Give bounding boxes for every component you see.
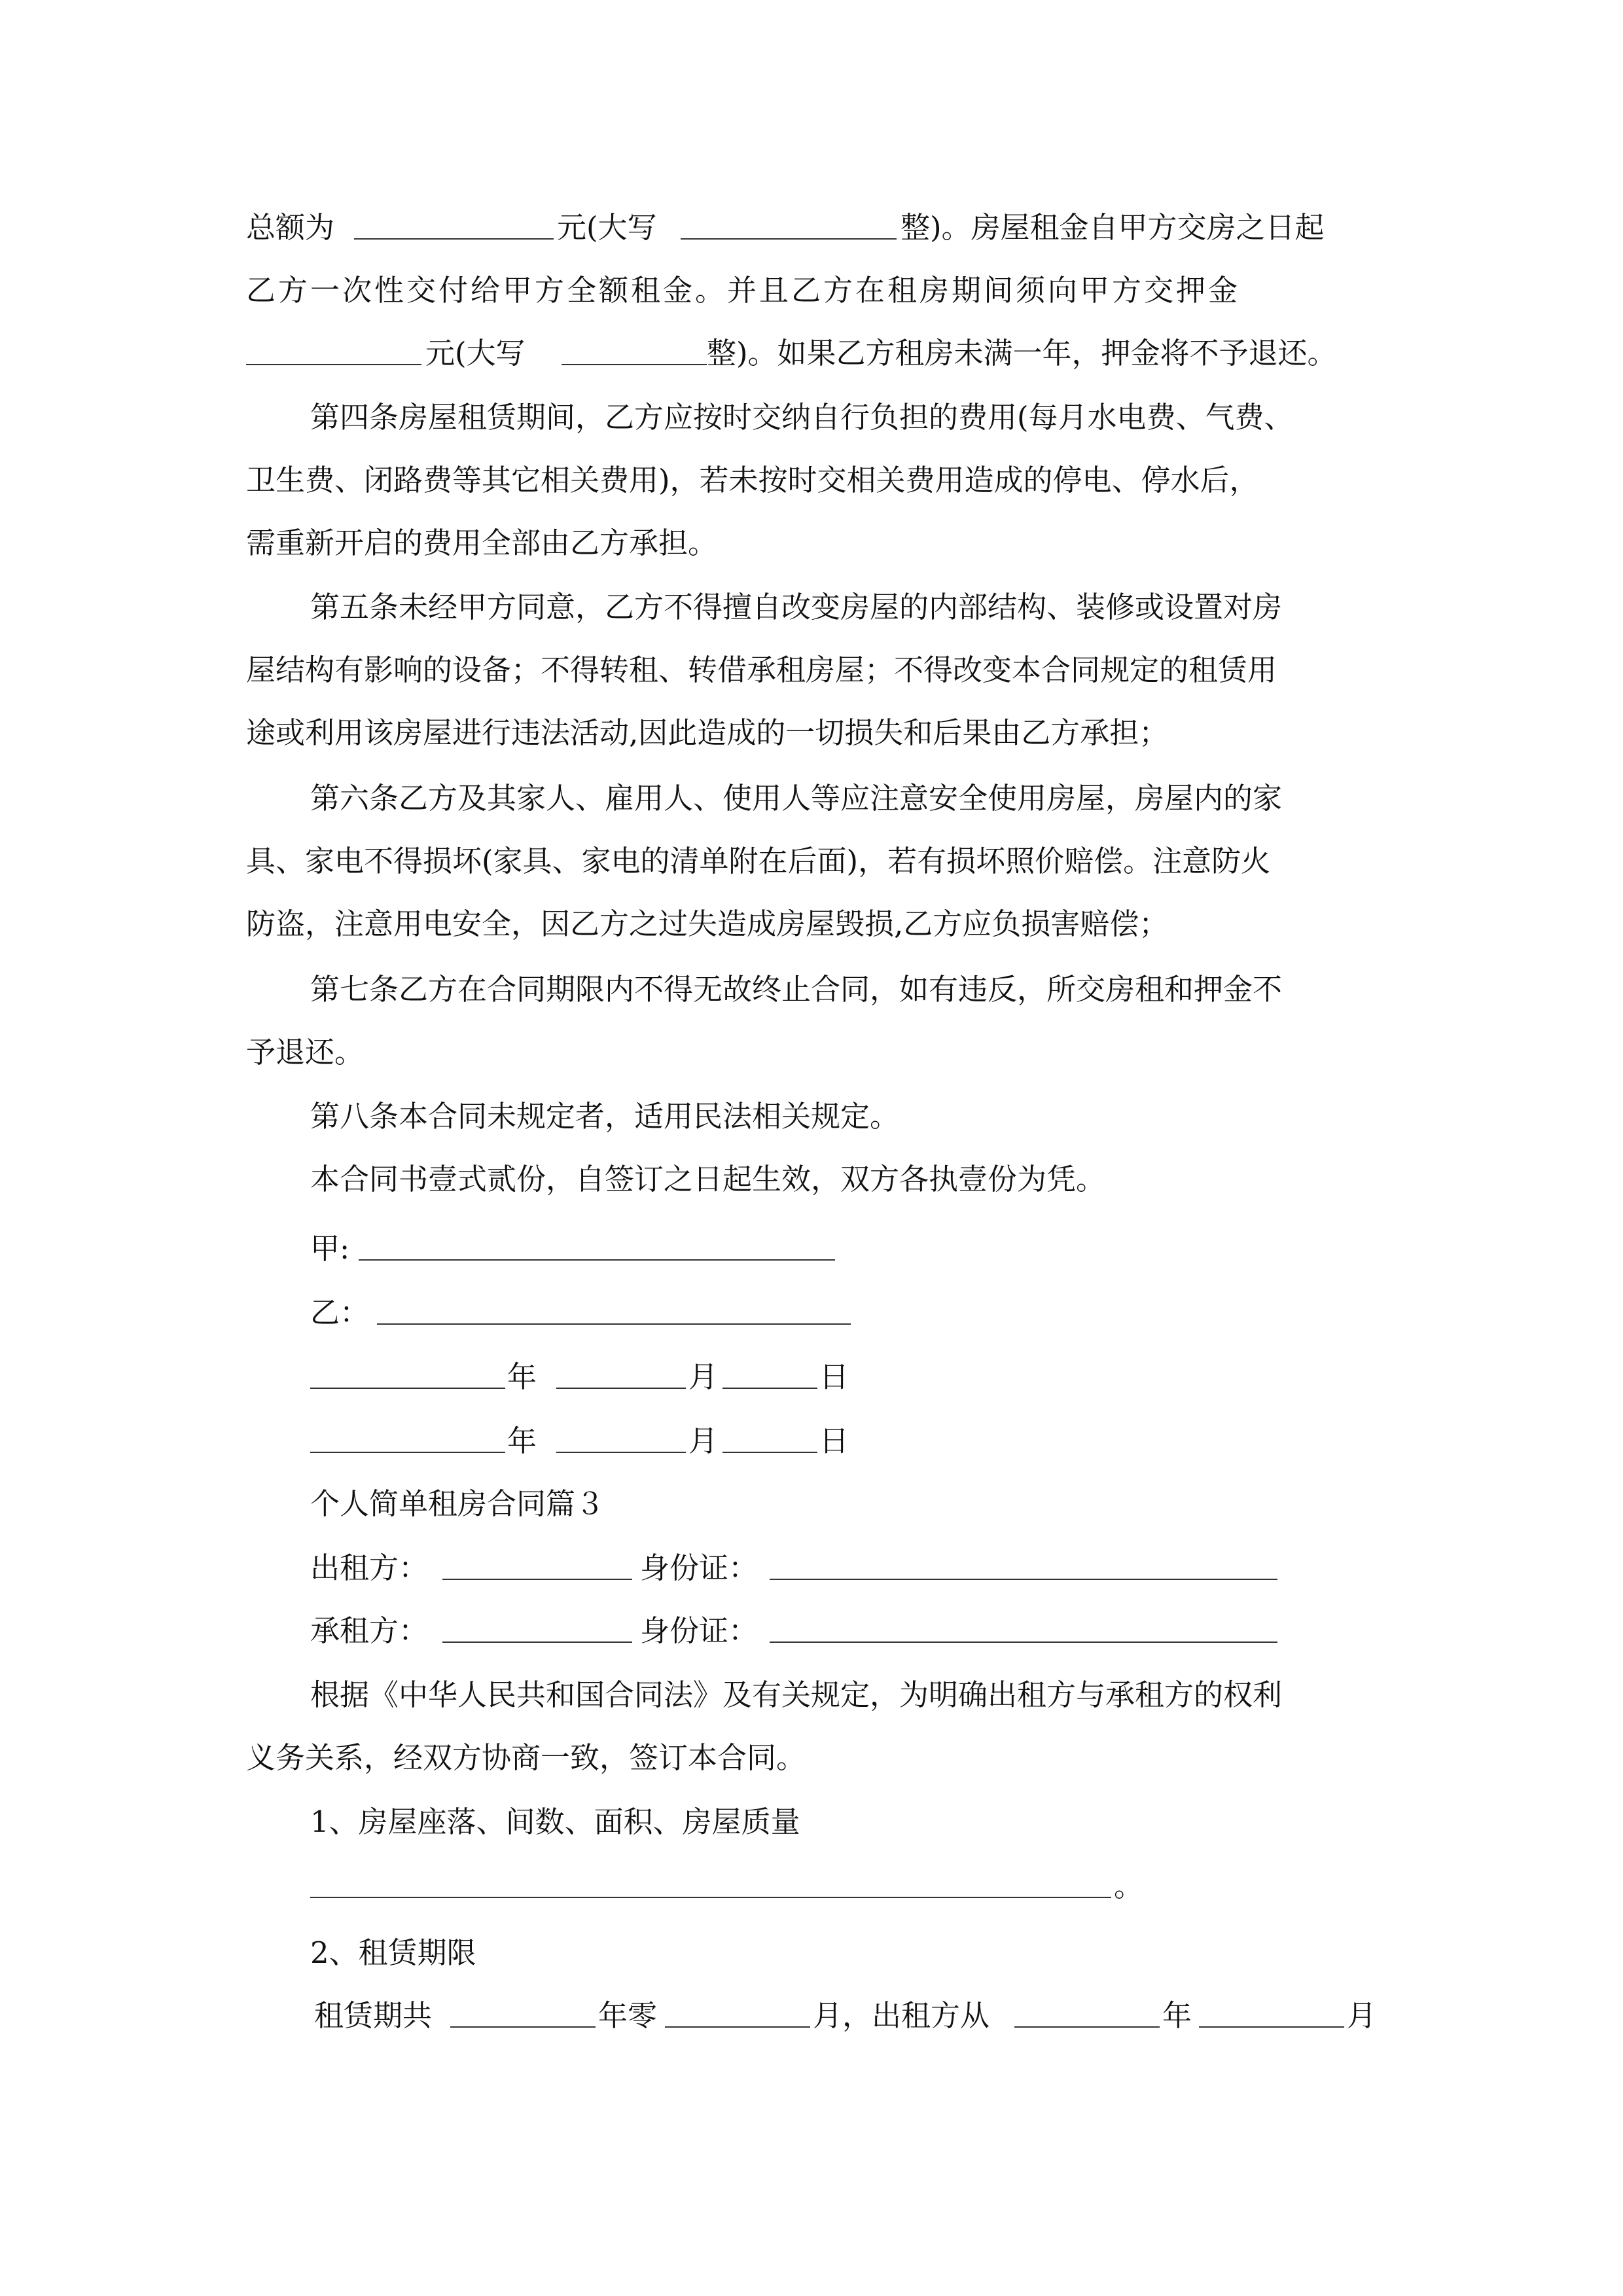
year-label: 年 xyxy=(507,1424,537,1458)
text-segment: 第七条乙方在合同期限内不得无故终止合同，如有违反，所交房租和押金不 xyxy=(310,972,1283,1007)
fill-blank-deposit-capital xyxy=(562,364,707,365)
month-blank xyxy=(556,1388,686,1389)
property-details-blank xyxy=(310,1897,1111,1898)
year-label: 年 xyxy=(507,1359,537,1394)
party-a-blank xyxy=(359,1259,835,1261)
text-segment: 第六条乙方及其家人、雇用人、使用人等应注意安全使用房屋，房屋内的家 xyxy=(310,781,1283,816)
text-segment: 租赁期共 xyxy=(314,1998,433,2033)
lessee-label: 承租方： xyxy=(310,1613,429,1648)
text-segment: 元(大写 xyxy=(557,210,657,245)
text-segment: 整)。房屋租金自甲方交房之日起 xyxy=(901,210,1325,245)
text-segment: 卫生费、闭路费等其它相关费用)，若未按时交相关费用造成的停电、停水后， xyxy=(246,463,1259,497)
lessor-label: 出租方： xyxy=(310,1551,429,1585)
fill-blank-total-rent-capital xyxy=(681,238,897,240)
text-segment: 第四条房屋租赁期间，乙方应按时交纳自行负担的费用(每月水电费、气费、 xyxy=(310,400,1294,435)
text-segment: 2、租赁期限 xyxy=(310,1935,476,1970)
lessor-id-label: 身份证： xyxy=(640,1551,758,1585)
day-blank xyxy=(722,1452,817,1453)
start-month-blank xyxy=(1199,2026,1344,2028)
text-segment: 1、房屋座落、间数、面积、房屋质量 xyxy=(310,1804,800,1839)
text-segment: 总额为 xyxy=(246,210,335,245)
text-segment: 元(大写 xyxy=(425,336,526,370)
text-segment: 途或利用该房屋进行违法活动,因此造成的一切损失和后果由乙方承担； xyxy=(246,715,1169,750)
text-segment: 年 xyxy=(1162,1998,1192,2033)
text-segment: 第八条本合同未规定者，适用民法相关规定。 xyxy=(310,1099,900,1134)
text-segment: 防盗，注意用电安全，因乙方之过失造成房屋毁损,乙方应负损害赔偿； xyxy=(246,906,1169,941)
text-segment: 年零 xyxy=(598,1998,658,2033)
text-segment: 根据《中华人民共和国合同法》及有关规定，为明确出租方与承租方的权利 xyxy=(310,1677,1283,1712)
term-months-blank xyxy=(665,2026,810,2028)
text-segment: 整)。如果乙方租房未满一年，押金将不予退还。 xyxy=(707,336,1337,370)
text-segment: 月 xyxy=(1347,1998,1377,2033)
lessee-id-label: 身份证： xyxy=(640,1613,758,1648)
text-segment: 乙方一次性交付给甲方全额租金。并且乙方在租房期间须向甲方交押金 xyxy=(246,273,1241,308)
text-segment: 义务关系，经双方协商一致，签订本合同。 xyxy=(246,1740,806,1775)
month-label: 月 xyxy=(688,1359,719,1394)
lessee-id-blank xyxy=(770,1641,1277,1643)
text-segment: 本合同书壹式贰份，自签订之日起生效，双方各执壹份为凭。 xyxy=(310,1162,1106,1196)
year-blank xyxy=(310,1452,505,1453)
day-label: 日 xyxy=(819,1424,849,1458)
day-blank xyxy=(722,1388,817,1389)
heading-text: 个人简单租房合同篇３ xyxy=(310,1486,605,1521)
party-b-blank xyxy=(377,1323,851,1325)
day-label: 日 xyxy=(819,1359,849,1394)
party-b-label: 乙： xyxy=(310,1295,370,1330)
text-segment: 第五条未经甲方同意，乙方不得擅自改变房屋的内部结构、装修或设置对房 xyxy=(310,590,1283,624)
text-segment: 需重新开启的费用全部由乙方承担。 xyxy=(246,526,718,560)
text-segment: 屋结构有影响的设备；不得转租、转借承租房屋；不得改变本合同规定的租赁用 xyxy=(246,653,1277,687)
text-segment: 。 xyxy=(1114,1869,1144,1903)
lessor-id-blank xyxy=(770,1579,1277,1580)
month-label: 月 xyxy=(688,1424,719,1458)
lessor-name-blank xyxy=(442,1579,632,1580)
text-segment: 予退还。 xyxy=(246,1035,365,1069)
year-blank xyxy=(310,1388,505,1389)
term-years-blank xyxy=(450,2026,596,2028)
lessee-name-blank xyxy=(442,1641,632,1643)
party-a-label: 甲: xyxy=(310,1231,350,1266)
text-segment: 具、家电不得损坏(家具、家电的清单附在后面)，若有损坏照价赔偿。注意防火 xyxy=(246,844,1271,878)
text-segment: 月，出租方从 xyxy=(813,1998,990,2033)
fill-blank-deposit xyxy=(246,364,421,365)
month-blank xyxy=(556,1452,686,1453)
fill-blank-total-rent xyxy=(354,238,554,240)
start-year-blank xyxy=(1014,2026,1160,2028)
